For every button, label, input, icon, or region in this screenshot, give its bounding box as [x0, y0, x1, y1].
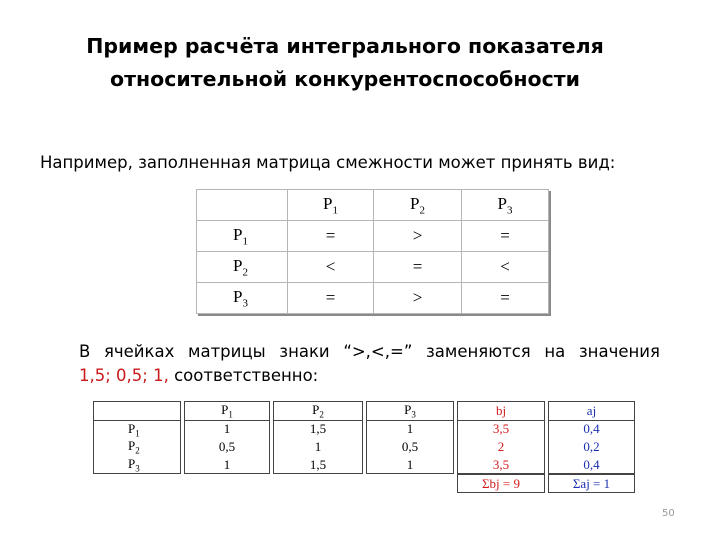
numeric-matrix [90, 401, 638, 493]
matrix-cell: = [288, 221, 374, 252]
numeric-cell: 1 [366, 456, 454, 475]
intro-text: Например, заполненная матрица смежности может принять вид: [40, 153, 616, 172]
paragraph-word: “>,<,=” [343, 342, 413, 361]
bj-col-header: bj [457, 401, 545, 421]
title-line-2: относительной конкурентоспособности [110, 67, 580, 91]
matrix-cell: = [462, 283, 549, 314]
matrix-cell: < [288, 252, 374, 283]
matrix-cell: > [374, 283, 462, 314]
sum-aj-cell: Σaj = 1 [548, 474, 635, 493]
matrix-cell: = [288, 283, 374, 314]
numeric-row [93, 456, 635, 475]
numeric-cell: 1 [184, 456, 270, 475]
empty-cell [273, 474, 363, 493]
paragraph-word: значения [578, 342, 660, 361]
paragraph-word: ячейках [103, 342, 175, 361]
paragraph-rest: соответственно: [168, 366, 319, 385]
matrix-col-header: $P_1$ [288, 190, 374, 221]
numeric-col-header: $P_3$ [366, 401, 454, 421]
sum-row [93, 474, 635, 493]
numeric-row-header: $P_2$ [93, 438, 181, 456]
bj-cell: 3,5 [457, 421, 545, 439]
aj-cell: 0,2 [548, 438, 635, 456]
numeric-cell: 0,5 [184, 438, 270, 456]
numeric-cell: 1,5 [273, 456, 363, 475]
page-number: 50 [662, 508, 675, 519]
title-line-1: Пример расчёта интегрального показателя [86, 34, 604, 58]
matrix-row-header: $P_1$ [197, 221, 288, 252]
paragraph-word: на [544, 342, 566, 361]
matrix-row [197, 283, 549, 314]
paragraph-line-2 [79, 364, 660, 388]
empty-cell [184, 474, 270, 493]
paragraph-line-1 [79, 340, 660, 364]
matrix-row [197, 221, 549, 252]
matrix-col-header: $P_2$ [374, 190, 462, 221]
aj-col-header: aj [548, 401, 635, 421]
aj-cell: 0,4 [548, 421, 635, 439]
empty-cell [93, 474, 181, 493]
numeric-header-row [93, 401, 635, 421]
matrix-row-header: $P_3$ [197, 283, 288, 314]
matrix-cell: = [374, 252, 462, 283]
numeric-col-header: $P_2$ [273, 401, 363, 421]
aj-cell: 0,4 [548, 456, 635, 475]
matrix-cell: < [462, 252, 549, 283]
matrix-row-header: $P_2$ [197, 252, 288, 283]
paragraph-word: знаки [279, 342, 330, 361]
numeric-corner-cell [93, 401, 181, 421]
numeric-row-header: $P_3$ [93, 456, 181, 475]
numeric-row-header: $P_1$ [93, 421, 181, 439]
numeric-row [93, 421, 635, 439]
matrix-row [197, 252, 549, 283]
matrix-cell: = [462, 221, 549, 252]
bj-cell: 2 [457, 438, 545, 456]
matrix-header-row [197, 190, 549, 221]
numeric-col-header: $P_1$ [184, 401, 270, 421]
numeric-cell: 1 [366, 421, 454, 439]
empty-cell [366, 474, 454, 493]
paragraph-word: заменяются [426, 342, 531, 361]
sum-bj-cell: Σbj = 9 [457, 474, 545, 493]
bj-cell: 3,5 [457, 456, 545, 475]
matrix-corner-cell [197, 190, 288, 221]
numeric-row [93, 438, 635, 456]
paragraph-word: В [79, 342, 91, 361]
slide-title [0, 30, 690, 96]
replacement-values: 1,5; 0,5; 1, [79, 366, 169, 385]
matrix-cell: > [374, 221, 462, 252]
numeric-cell: 0,5 [366, 438, 454, 456]
numeric-cell: 1,5 [273, 421, 363, 439]
numeric-cell: 1 [273, 438, 363, 456]
paragraph-word: матрицы [188, 342, 266, 361]
replacement-paragraph [79, 340, 660, 388]
numeric-cell: 1 [184, 421, 270, 439]
matrix-col-header: $P_3$ [462, 190, 549, 221]
adjacency-matrix [196, 189, 549, 314]
